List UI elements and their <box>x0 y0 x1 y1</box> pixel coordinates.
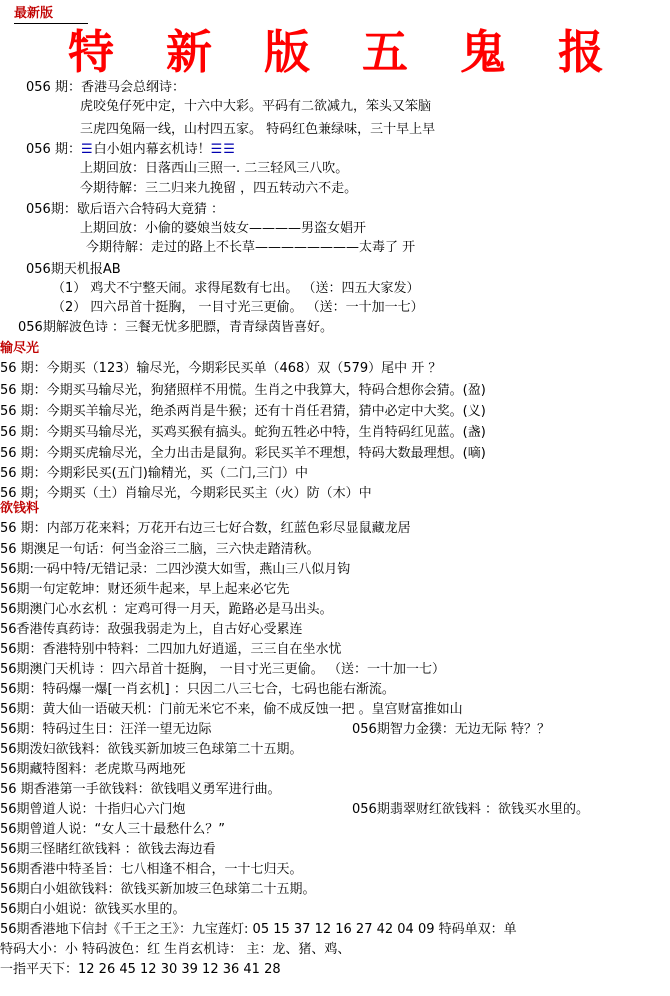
block1-line2: 虎咬兔仔死中定，十六中大彩。平码有二欲减九，笨头又笨脑 <box>80 99 432 114</box>
list-item: 56期澳门天机诗 ：四六昂首十挺胸， 一目寸光三更偷。 （送：一十加一七） <box>0 662 445 677</box>
block4-line4: 056期解波色诗 ：三餐无忧多肥膘，青青绿茵皆喜好。 <box>18 320 333 335</box>
section1-title: 输尽光 <box>0 341 40 356</box>
list-item: 56 期：今期买羊输尽光，绝杀两肖是牛猴；还有十肖任君猜，猜中必定中大奖。(义) <box>0 404 486 419</box>
trigram-icon: ☰☰ <box>210 142 236 157</box>
block3-line3: 今期待解：走过的路上不长草————————太毒了 开 <box>86 240 416 255</box>
list-item: 56期香港地下信封《千王之王》：九宝莲灯: 05 15 37 12 16 27 42 04 09 特码单双：单 <box>0 922 517 937</box>
block1-line1: 056 期：香港马会总纲诗： <box>26 80 185 95</box>
list-item: 56期：特码过生日：汪洋一望无边际 <box>0 722 212 737</box>
list-item: 特码大小：小 特码波色：红 生肖玄机诗： 主：龙、猪、鸡、 <box>0 942 351 957</box>
page-title: 特 新 版 五 鬼 报 <box>67 25 623 79</box>
list-item: 56期曾道人说：“女人三十最愁什么？” <box>0 822 226 837</box>
list-item: 56 期：今期买（123）输尽光，今期彩民买单（468）双（579）尾中 开 ？ <box>0 361 442 376</box>
list-item: 56 期；今期买（土）肖输尽光，今期彩民买主（火）防（木）中 <box>0 486 372 501</box>
list-item: 56期白小姐欲钱料：欲钱买新加坡三色球第二十五期。 <box>0 882 316 897</box>
list-item: 56期藏特图料：老虎欺马两地死 <box>0 762 186 777</box>
block2-line3: 今期待解：三二归来九挽留 ，四五转动六不走。 <box>80 181 358 196</box>
list-item: 056期翡翠财红欲钱料 ：欲钱买水里的。 <box>352 802 589 817</box>
list-item: 56 期：今期买虎输尽光，全力出击是鼠狗。彩民买羊不理想，特码大数最理想。(嘀) <box>0 446 486 461</box>
list-item: 56 期：今期彩民买(五门)输精光，买（二门,三门）中 <box>0 466 308 481</box>
block2-line1 <box>26 142 236 158</box>
trigram-icon: ☰ <box>80 142 94 157</box>
block4-line2: （1） 鸡犬不宁整天闹。求得尾数有七出。 （送：四五大家发） <box>52 281 420 296</box>
block2-title: 白小姐内幕玄机诗！ <box>93 142 211 157</box>
list-item: 56期白小姐说：欲钱买水里的。 <box>0 902 186 917</box>
list-item: 一指平天下：12 26 45 12 30 39 12 36 41 28 <box>0 962 281 977</box>
list-item: 56期三怪睹红欲钱料 ：欲钱去海边看 <box>0 842 216 857</box>
block3-line2: 上期回放：小偷的婆娘当妓女————男盗女娼开 <box>80 221 367 236</box>
list-item: 56期泼妇欲钱料：欲钱买新加坡三色球第二十五期。 <box>0 742 303 757</box>
list-item: 56 期澳足一句话：何当金浴三二脑，三六快走踏清秋。 <box>0 542 320 557</box>
list-item: 56期：特码爆一爆[一肖玄机] ：只因二八三七合，七码也能右渐流。 <box>0 682 395 697</box>
list-item: 56 期：今期买马输尽光，狗猪照样不用慌。生肖之中我算大，特码合想你会猜。(盈) <box>0 383 486 398</box>
list-item: 56香港传真药诗：敌强我弱走为上，自古好心受累连 <box>0 622 303 637</box>
section2-title: 欲钱料 <box>0 501 40 516</box>
list-item: 56期澳门心水玄机 ：定鸡可得一月天，跪路必是马出头。 <box>0 602 333 617</box>
list-item: 56期:一码中特/无错记录：二四沙漠大如雪，燕山三八似月钩 <box>0 562 351 577</box>
list-item: 056期智力金獛：无边无际 特？？ <box>352 722 550 737</box>
block4-line3: （2） 四六昂首十挺胸， 一目寸光三更偷。 （送：一十加一七） <box>52 300 424 315</box>
list-item: 56 期香港第一手欲钱料：欲钱唱义勇军进行曲。 <box>0 782 281 797</box>
edition-tag: 最新版 <box>14 2 88 24</box>
list-item: 56期：香港特别中特料：二四加九好逍遥，三三自在坐水忧 <box>0 642 342 657</box>
block4-line1: 056期天机报AB <box>26 262 121 277</box>
list-item: 56期曾道人说：十指归心六门炮 <box>0 802 186 817</box>
list-item: 56 期：今期买马输尽光，买鸡买猴有搞头。蛇狗五牲必中特，生肖特码红见蓝。(盏) <box>0 425 486 440</box>
list-item: 56期：黄大仙一语破天机：门前无米它不来，偷不成反蚀一把 。皇宫财富推如山 <box>0 702 463 717</box>
list-item: 56 期：内部万花来料；万花开右边三七好合数，红蓝色彩尽显鼠藏龙居 <box>0 521 411 536</box>
block3-line1: 056期：歇后语六合特码大竟猜 ： <box>26 202 224 217</box>
block2-prefix: 056 期： <box>26 142 81 157</box>
list-item: 56期一句定乾坤：财还须牛起来，早上起来必它先 <box>0 582 290 597</box>
block2-line2: 上期回放：日落西山三照一. 二三轻风三八吹。 <box>80 161 349 176</box>
list-item: 56期香港中特圣旨：七八相逢不相合，一十七归天。 <box>0 862 303 877</box>
block1-line3: 三虎四兔隔一线，山村四五家。 特码红色兼绿味，三十早上早 <box>80 122 436 137</box>
